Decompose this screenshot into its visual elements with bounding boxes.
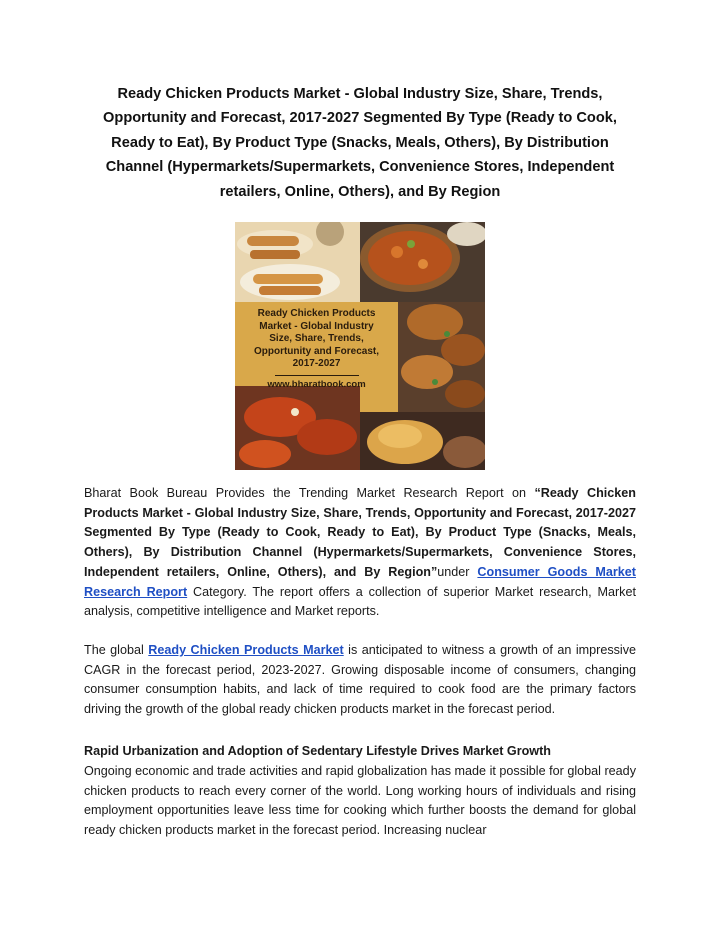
section-heading: Rapid Urbanization and Adoption of Sedentary Lifestyle Drives Market Growth bbox=[84, 744, 551, 758]
cover-divider bbox=[275, 375, 359, 376]
consumer-goods-report-link[interactable]: Consumer Goods Market Research Report bbox=[84, 564, 636, 599]
document-title: Ready Chicken Products Market - Global Industry Size, Share, Trends, Opportunity and Forecast, 2017-2027 Segmented By Type (Ready to Cook, Ready to Eat), By Product Type (Snacks, Meals, Others), By Distribution Channel (Hypermarkets/Supermarkets, Convenience Stores, Independent retailers, Online, Others), and By Region bbox=[103, 86, 617, 200]
cover-line: Ready Chicken Products bbox=[257, 308, 376, 319]
under-text: under bbox=[437, 564, 478, 579]
cover-line: Market - Global Industry bbox=[259, 320, 374, 332]
cover-caption bbox=[235, 308, 398, 391]
market-rest: is anticipated to witness a growth of an impressive CAGR in the forecast period, 2023-2027. Growing disposable income of consumers, changing consumer consumption habits, and lack of time required to cook food are the primary factors driving the growth of the global ready chicken products market in the forecast period. bbox=[84, 643, 637, 717]
intro-paragraph bbox=[84, 484, 636, 622]
cover-line: Opportunity and Forecast, bbox=[253, 345, 379, 357]
cover-line: 2017-2027 bbox=[292, 358, 341, 369]
intro-text: Bharat Book Bureau Provides the Trending Market Research Report on bbox=[84, 486, 535, 500]
cover-image bbox=[235, 222, 485, 470]
market-start: The global bbox=[84, 643, 149, 657]
report-name: “Ready Chicken Products Market - Global Industry Size, Share, Trends, Opportunity and Forecast, 2017-2027 Segmented By Type (Ready to Cook, Ready to Eat), By Product Type (Snacks, Meals, Others), By Distribution Channel (Hypermarkets/Supermarkets, Convenience Stores, Independent retailers, Online, Others), and By Region” bbox=[84, 486, 636, 579]
cover-line: Size, Share, Trends, bbox=[269, 333, 364, 344]
ready-chicken-market-link[interactable]: Ready Chicken Products Market bbox=[148, 643, 344, 657]
urbanization-paragraph: Ongoing economic and trade activities and rapid globalization has made it possible for global ready chicken products to reach every corner of the world. Long working hours of individuals and rising employment opportunities leave less time for cooking which further boosts the demand for global ready chicken products market in the forecast period. Increasing nuclear bbox=[84, 764, 636, 838]
cover-url: www.bharatbook.com bbox=[267, 378, 366, 390]
intro-rest: Category. The report offers a collection of superior Market research, Market analysis, competitive intelligence and Market reports. bbox=[84, 584, 636, 619]
market-paragraph bbox=[84, 641, 636, 720]
